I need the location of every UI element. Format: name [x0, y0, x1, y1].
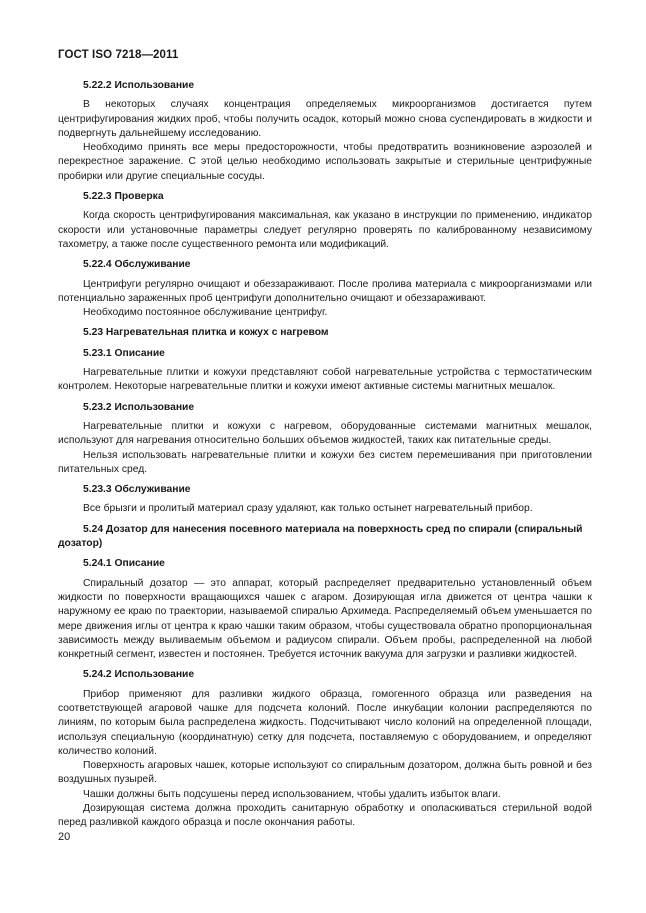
paragraph: Чашки должны быть подсушены перед использованием, чтобы удалить избыток влаги.: [83, 788, 501, 800]
paragraph: В некоторых случаях концентрация определяемых микроорганизмов достигается путем центрифугирования жидких проб, чтобы получить осадок, который можно снова суспендировать в жидкости и подвергнуть дальнейшему исследованию.: [58, 99, 592, 139]
section-heading: 5.24.2 Использование: [83, 669, 195, 681]
paragraph: Дозирующая система должна проходить санитарную обработку и ополаскиваться стерильной водой перед разливкой каждого образца и после окончания работы.: [58, 803, 592, 829]
paragraph: Необходимо принять все меры предосторожности, чтобы предотвратить возникновение аэрозолей и перекрестное заражение. С этой целью необходимо использовать закрытые и стерильные центрифужные пробирки или другие специальные сосуды.: [58, 142, 592, 182]
section-heading: 5.22.3 Проверка: [83, 191, 164, 203]
section-heading: 5.23.1 Описание: [83, 347, 165, 359]
paragraph: Нагревательные плитки и кожухи с нагревом, оборудованные системами магнитных мешалок, используют для нагревания относительно больших объемов жидкостей, таких как питательные среды.: [58, 420, 592, 447]
section-heading: 5.24.1 Описание: [83, 558, 165, 570]
page-number: 20: [58, 831, 71, 843]
paragraph: Нагревательные плитки и кожухи представляют собой нагревательные устройства с термостатическим контролем. Некоторые нагревательные плитки и кожухи имеют активные системы магнитных мешалок.: [58, 367, 592, 393]
section-heading: 5.23.2 Использование: [83, 401, 195, 413]
section-heading: 5.23.3 Обслуживание: [83, 484, 191, 496]
paragraph: Необходимо постоянное обслуживание центрифуг.: [83, 307, 328, 319]
section-heading: 5.22.4 Обслуживание: [83, 259, 191, 271]
standard-header: ГОСТ ISO 7218—2011: [58, 49, 179, 61]
paragraph: Все брызги и пролитый материал сразу удаляют, как только остынет нагревательный прибор.: [83, 503, 533, 515]
paragraph: Спиральный дозатор — это аппарат, который распределяет предварительно установленный объем жидкости по поверхности вращающихся чашек с агаром. Дозирующая игла движется от центра чашки к наружному ее краю по траектории, называемой спиралью Архимеда. Распределяемый объем уменьшается по мере движения иглы от центра к краю чашки таким образом, чтобы существовала обратно пропорциональная зависимость между выливаемым объемом и радиусом спирали. Объем пробы, распределенной на любой конкретный сегмент, известен и постоянен. Требуется источник вакуума для загрузки и разливки жидкостей.: [58, 577, 592, 661]
section-heading: 5.24 Дозатор для нанесения посевного материала на поверхность сред по спирали (спиральный дозатор): [58, 523, 583, 550]
section-heading: 5.22.2 Использование: [83, 80, 195, 91]
paragraph: Когда скорость центрифугирования максимальная, как указано в инструкции по применению, индикатор скорости или установочные параметры следует регулярно проверять по калиброванному независимому тахометру, а также после существенного ремонта или модификаций.: [58, 210, 592, 250]
paragraph: Нельзя использовать нагревательные плитки и кожухи без систем перемешивания при приготовлении питательных сред.: [58, 449, 592, 475]
paragraph: Центрифуги регулярно очищают и обеззараживают. После пролива материала с микроорганизмами или потенциально зараженных проб центрифуги дополнительно очищают и обеззараживают.: [58, 278, 592, 304]
paragraph: Прибор применяют для разливки жидкого образца, гомогенного образца или разведения на соответствующей агаровой чашке для подсчета колоний. После инкубации колонии распределяются по линиям, по которым была распределена жидкость. Подсчитывают число колоний на определенной площади, используя специальную (координатную) сетку для подсчета, поставляемую с оборудованием, и определяют количество колоний.: [58, 688, 592, 757]
page-content: [58, 79, 592, 831]
section-heading: 5.23 Нагревательная плитка и кожух с нагревом: [83, 327, 329, 339]
paragraph: Поверхность агаровых чашек, которые используют со спиральным дозатором, должна быть ровной и без воздушных пузырей.: [58, 760, 592, 786]
